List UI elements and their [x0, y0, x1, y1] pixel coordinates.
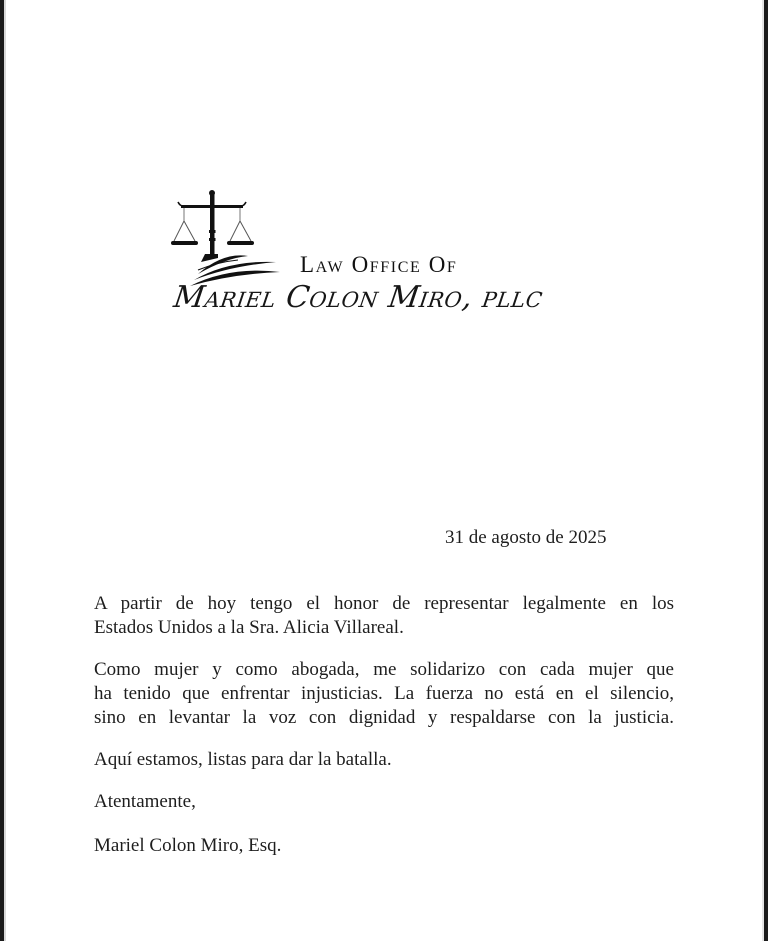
paragraph-solidarity [94, 658, 674, 730]
letterhead-logo [168, 186, 588, 326]
letter-body [94, 592, 674, 876]
letterhead-firm-name: Mariel Colon Miro, pllc [171, 280, 546, 315]
paragraph-line: sino en levantar la voz con dignidad y respaldarse con la justicia. [94, 707, 674, 728]
paragraph-line: Aquí estamos, listas para dar la batalla. [94, 749, 392, 770]
letterhead-firm-label: Law Office Of [300, 252, 458, 277]
closing-salutation: Atentamente, [94, 791, 196, 812]
paragraph-line: A partir de hoy tengo el honor de representar legalmente en los [94, 593, 674, 614]
left-frame-shadow [4, 0, 6, 941]
right-frame-shadow [762, 0, 764, 941]
paragraph-line: Como mujer y como abogada, me solidarizo con cada mujer que [94, 659, 674, 680]
scales-of-justice-icon [168, 186, 298, 286]
letter-date: 31 de agosto de 2025 [445, 527, 607, 548]
paragraph-line: Estados Unidos a la Sra. Alicia Villareal. [94, 617, 404, 638]
paragraph-line: ha tenido que enfrentar injusticias. La fuerza no está en el silencio, [94, 683, 674, 704]
paragraph-representation [94, 592, 674, 640]
paragraph-battle [94, 748, 674, 772]
right-frame-border [764, 0, 768, 941]
signature: Mariel Colon Miro, Esq. [94, 835, 282, 856]
